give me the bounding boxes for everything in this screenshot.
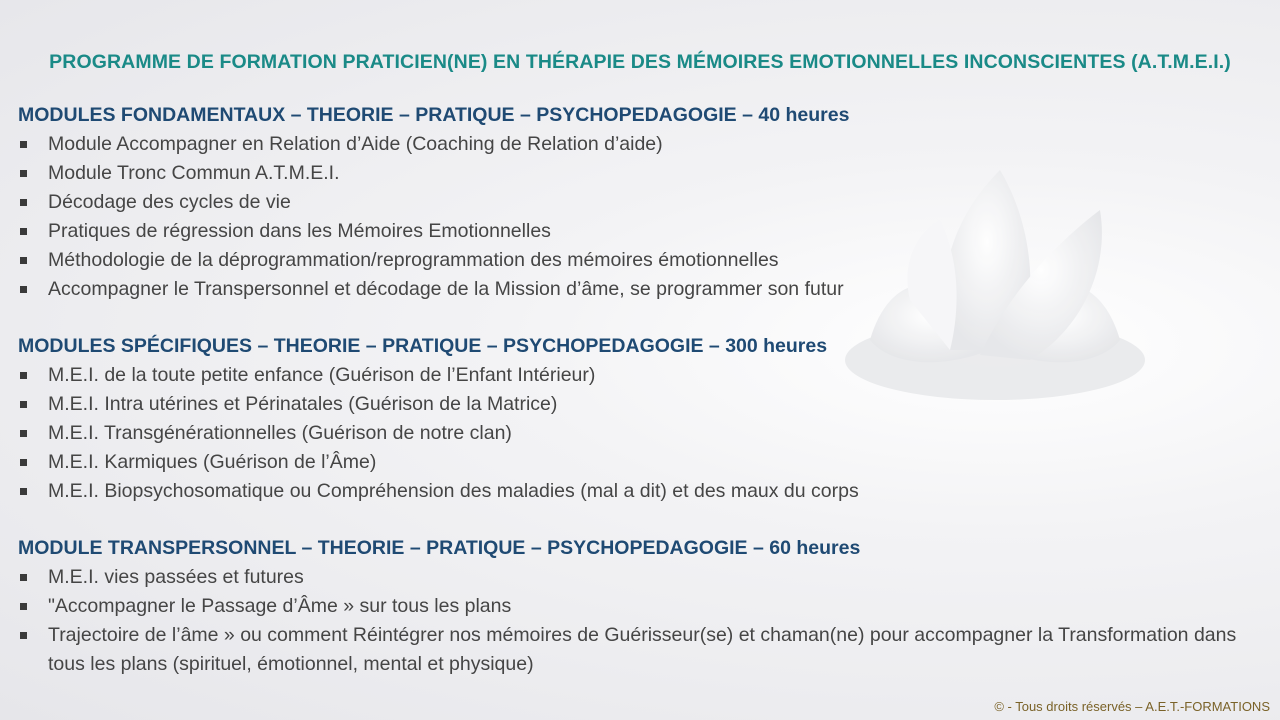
program-content	[18, 101, 1258, 707]
list-item: M.E.I. Intra utérines et Périnatales (Guérison de la Matrice)	[18, 390, 1258, 419]
list-item: "Accompagner le Passage d’Âme » sur tous les plans	[18, 592, 1258, 621]
section-heading: MODULE TRANSPERSONNEL – THEORIE – PRATIQUE – PSYCHOPEDAGOGIE – 60 heures	[18, 537, 861, 559]
list-item: M.E.I. Biopsychosomatique ou Compréhension des maladies (mal a dit) et des maux du corps	[18, 477, 1258, 506]
copyright-footer: © - Tous droits réservés – A.E.T.-FORMATIONS	[994, 699, 1270, 714]
list-item: M.E.I. Karmiques (Guérison de l’Âme)	[18, 448, 1258, 477]
section-heading: MODULES SPÉCIFIQUES – THEORIE – PRATIQUE – PSYCHOPEDAGOGIE – 300 heures	[18, 335, 828, 357]
section-fondamentaux	[18, 101, 1258, 304]
section-transpersonnel	[18, 534, 1258, 679]
list-item: Trajectoire de l’âme » ou comment Réintégrer nos mémoires de Guérisseur(se) et chaman(ne) pour accompagner la Transformation dans tous les plans (spirituel, émotionnel, mental et physique)	[18, 621, 1258, 679]
module-list	[18, 130, 1258, 304]
section-specifiques	[18, 332, 1258, 506]
list-item: Module Tronc Commun A.T.M.E.I.	[18, 159, 1258, 188]
module-list	[18, 361, 1258, 506]
list-item: M.E.I. Transgénérationnelles (Guérison de notre clan)	[18, 419, 1258, 448]
section-heading: MODULES FONDAMENTAUX – THEORIE – PRATIQUE – PSYCHOPEDAGOGIE – 40 heures	[18, 104, 850, 126]
list-item: M.E.I. vies passées et futures	[18, 563, 1258, 592]
list-item: Module Accompagner en Relation d’Aide (Coaching de Relation d’aide)	[18, 130, 1258, 159]
module-list	[18, 563, 1258, 679]
list-item: Pratiques de régression dans les Mémoires Emotionnelles	[18, 217, 1258, 246]
list-item: Méthodologie de la déprogrammation/reprogrammation des mémoires émotionnelles	[18, 246, 1258, 275]
list-item: Décodage des cycles de vie	[18, 188, 1258, 217]
list-item: M.E.I. de la toute petite enfance (Guérison de l’Enfant Intérieur)	[18, 361, 1258, 390]
page-title: PROGRAMME DE FORMATION PRATICIEN(NE) EN THÉRAPIE DES MÉMOIRES EMOTIONNELLES INCONSCIENTES (A.T.M.E.I.)	[49, 51, 1231, 73]
list-item: Accompagner le Transpersonnel et décodage de la Mission d’âme, se programmer son futur	[18, 275, 1258, 304]
